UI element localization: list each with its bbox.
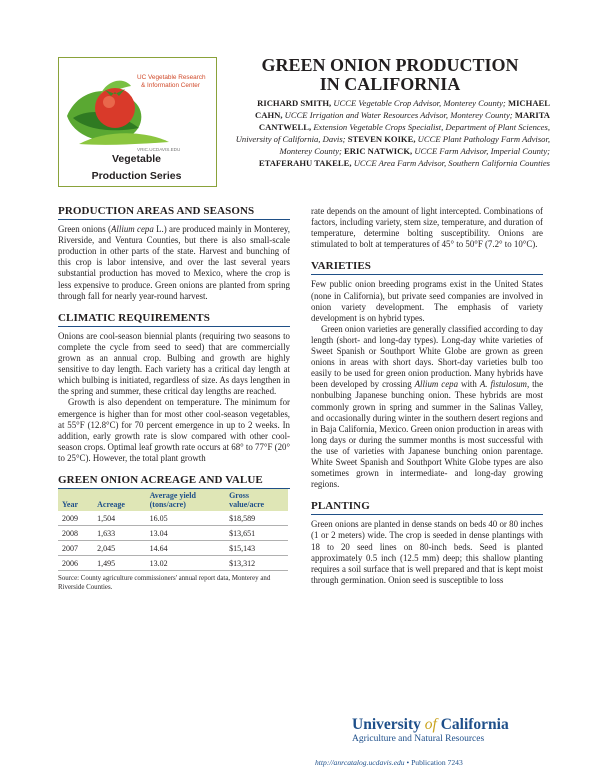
cell-year: 2008 xyxy=(58,526,93,541)
series-line-2: Production Series xyxy=(91,170,182,182)
production-paragraph: Green onions (Allium cepa L.) are produced mainly in Monterey, Riverside, and Ventura Counties, but there is also small-scale production in other parts of the state. Harvest and bunching of this crop is labor intensive, and over the last several years substantial production has moved to Mexico, where the crop is less expensive to produce. Green onions are planted from spring through fall for nearly year-round harvest. xyxy=(58,224,290,301)
bullet: • xyxy=(406,758,410,767)
cell-acreage: 2,045 xyxy=(93,541,145,556)
section-heading-planting: PLANTING xyxy=(311,500,370,513)
left-column xyxy=(58,206,290,592)
heading-rule xyxy=(311,274,543,275)
col-value: Gross value/acre xyxy=(225,489,288,511)
cell-year: 2007 xyxy=(58,541,93,556)
logo-caption-1: UC Vegetable Research xyxy=(137,74,206,81)
page-title xyxy=(230,56,550,94)
table-row xyxy=(58,541,288,556)
author-list xyxy=(230,97,550,169)
catalog-link[interactable]: http://anrcatalog.ucdavis.edu xyxy=(315,758,405,767)
table-heading: GREEN ONION ACREAGE AND VALUE xyxy=(58,473,263,486)
series-label xyxy=(58,151,215,185)
section-heading-climatic: CLIMATIC REQUIREMENTS xyxy=(58,311,210,324)
cell-yield: 13.04 xyxy=(146,526,225,541)
author-name: MICHAEL CAHN, xyxy=(255,98,550,120)
section-heading-varieties: VARIETIES xyxy=(311,260,372,273)
author-name: RICHARD SMITH, xyxy=(257,98,332,108)
col-year: Year xyxy=(58,489,93,511)
anr-name: Agriculture and Natural Resources xyxy=(352,734,485,744)
title-line-2: IN CALIFORNIA xyxy=(319,74,461,94)
author-name: STEVEN KOIKE, xyxy=(347,134,416,144)
climatic-paragraph-2: Growth is also dependent on temperature. The minimum for emergence is higher than for most other cool-season vegetables, at 55°F (12.8°C) for 70 percent emergence in up to 2 weeks. In addition, early growth rate is slow compared with other cool-season crops. Optimal leaf growth rate occurs at 68° to 77°F (20° to 25°C). However, the total plant growth xyxy=(58,397,290,463)
table-header-row xyxy=(58,489,288,511)
table-row xyxy=(58,511,288,526)
cell-value: $15,143 xyxy=(225,541,288,556)
table-row xyxy=(58,556,288,571)
climatic-paragraph-1: Onions are cool-season biennial plants (requiring two seasons to complete the cycle from seed to seed) that are commercially grown as an annual crop. Bulbing and growth are highly sensitive to day length. Each variety has a critical day length at which bulbing is initiated, regardless of size. As days lengthen in the spring and summer, these critical day lengths are reached. xyxy=(58,330,290,397)
table-source: Source: County agriculture commissioners' annual report data, Monterey and Riverside Counties. xyxy=(58,575,271,592)
cell-acreage: 1,633 xyxy=(93,526,145,541)
right-column xyxy=(311,206,543,586)
author-role: UCCE Area Farm Advisor, Southern California Counties xyxy=(353,158,550,168)
title-line-1: GREEN ONION PRODUCTION xyxy=(261,55,519,75)
footer-line xyxy=(315,758,463,767)
cell-yield: 16.05 xyxy=(146,511,225,526)
author-name: MARITA CANTWELL, xyxy=(258,110,550,132)
cell-acreage: 1,504 xyxy=(93,511,145,526)
heading-rule xyxy=(58,219,290,220)
cell-year: 2006 xyxy=(58,556,93,571)
author-name: ETAFERAHU TAKELE, xyxy=(258,158,352,168)
heading-rule xyxy=(311,514,543,515)
climatic-continued: rate depends on the amount of light intercepted. Combinations of factors, including variety, stem size, temperature, and duration of temperature, determine bolting susceptibility. Onions are stimulated to bolt at temperatures of 45° to 50°F (7.2° to 10°C). xyxy=(311,206,543,250)
col-yield: Average yield (tons/acre) xyxy=(146,489,225,511)
uc-anr-logo xyxy=(352,716,542,745)
author-role: UCCE Farm Advisor, Imperial County; xyxy=(414,146,550,156)
varieties-paragraph-1: Few public onion breeding programs exist in the United States (none in California), but private seed companies are involved in onion variety development. The emphasis of variety development is on hybrid types. xyxy=(311,279,543,323)
author-role: UCCE Plant Pathology Farm Advisor, Monterey County; xyxy=(279,134,550,156)
table-row xyxy=(58,526,288,541)
author-role: UCCE Vegetable Crop Advisor, Monterey County; xyxy=(333,98,506,108)
author-role: Extension Vegetable Crops Specialist, Department of Plant Sciences, University of California, Davis; xyxy=(235,122,550,144)
cell-acreage: 1,495 xyxy=(93,556,145,571)
author-role: UCCE Irrigation and Water Resources Advisor, Monterey County; xyxy=(284,110,513,120)
uc-name: University of California xyxy=(352,716,509,733)
logo-url: VRIC.UCDAVIS.EDU xyxy=(137,147,181,152)
cell-yield: 13.02 xyxy=(146,556,225,571)
cell-year: 2009 xyxy=(58,511,93,526)
cell-value: $13,651 xyxy=(225,526,288,541)
series-line-1: Vegetable xyxy=(111,153,162,165)
acreage-table xyxy=(58,489,288,571)
planting-paragraph: Green onions are planted in dense stands on beds 40 or 80 inches (1 or 2 meters) wide. The crop is seeded in dense plantings with 18 to 20 seed lines on 80-inch beds. Seed is planted approximately 0.5 inch (12.5 mm) deep; this shallow planting requires a soil surface that is well prepared and that is kept moist through germination. Onion seed is susceptible to loss xyxy=(311,519,543,585)
logo-caption-2: & Information Center xyxy=(141,82,200,89)
author-name: ERIC NATWICK, xyxy=(344,146,413,156)
cell-value: $13,312 xyxy=(225,556,288,571)
section-heading-production: PRODUCTION AREAS AND SEASONS xyxy=(58,205,255,217)
col-acreage: Acreage xyxy=(93,489,145,511)
heading-rule xyxy=(58,326,290,327)
varieties-paragraph-2: Green onion varieties are generally classified according to day length (short- and long-day types). Long-day white varieties of Sweet Spanish or Southport White Globe are grown as green onions in areas with short days. Short-day varieties bulb too easily to be used for green onion production. Many hybrids have been developed by crossing Allium cepa with A. fistulosum, the nonbulbing Japanese bunching onion. These hybrids are most commonly grown in spring and summer in the Salinas Valley, and occasionally during winter in the southern desert regions and in Baja California, Mexico. Green onion production in areas with long days or during the summer months is most successful with the use of varieties with Japanese bunching onion parentage. White Sweet Spanish and Southport White Globe types are also sometimes grown in intermediate- and long-day growing regions. xyxy=(311,323,544,490)
publication-number: Publication 7243 xyxy=(411,758,463,767)
cell-value: $18,589 xyxy=(225,511,288,526)
cell-yield: 14.64 xyxy=(146,541,225,556)
